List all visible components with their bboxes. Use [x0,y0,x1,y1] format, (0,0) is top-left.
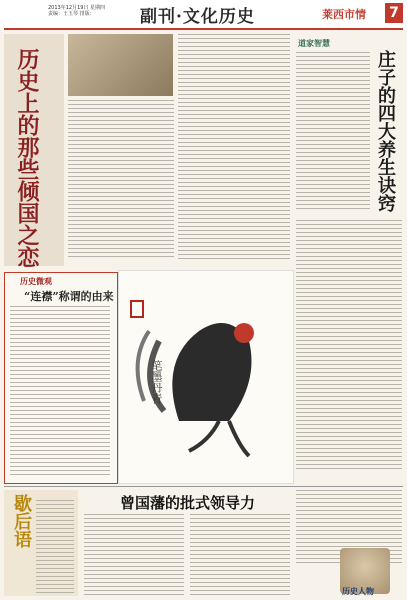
header-rule [4,28,403,30]
left-feature-title: 历史上的那些倾国之恋 [14,48,40,268]
proverbs-body [36,500,74,596]
right-feature-body-top [296,52,370,212]
painting-seal [130,300,144,318]
date-text: 2013年12月19日 星期四 [48,5,106,11]
history-box-tag: 历史微观 [20,276,52,286]
bottom-feature-title: 曾国藩的批式领导力 [120,494,256,512]
history-box-title: “连襟”称谓的由来 [24,290,114,303]
left-feature-image [68,34,173,96]
bottom-feature-rule [4,486,403,487]
bottom-feature-body-2 [190,514,290,598]
city-label: 莱西市情 [322,8,366,21]
page-number: 7 [385,3,403,23]
proverbs-title: 歇后语 [11,494,32,548]
bottom-feature-body-1 [84,514,184,598]
right-feature-body-bottom [296,220,402,472]
editor-text: 责编：王玉琴 排版： [48,11,95,17]
center-column-body [178,34,290,262]
history-box-body [10,306,110,478]
rooster-illustration [119,271,293,483]
date-line [48,5,105,17]
left-feature-body [68,100,174,260]
right-feature-tag: 道家智慧 [298,38,330,48]
section-masthead: 副刊·文化历史 [140,7,255,27]
right-feature-title: 庄子的四大养生诀窍 [375,50,396,212]
painting-inscription: 笔墨丹青 [150,360,163,404]
history-figure-label: 历史人物 [342,586,374,596]
rooster-painting [118,270,294,484]
